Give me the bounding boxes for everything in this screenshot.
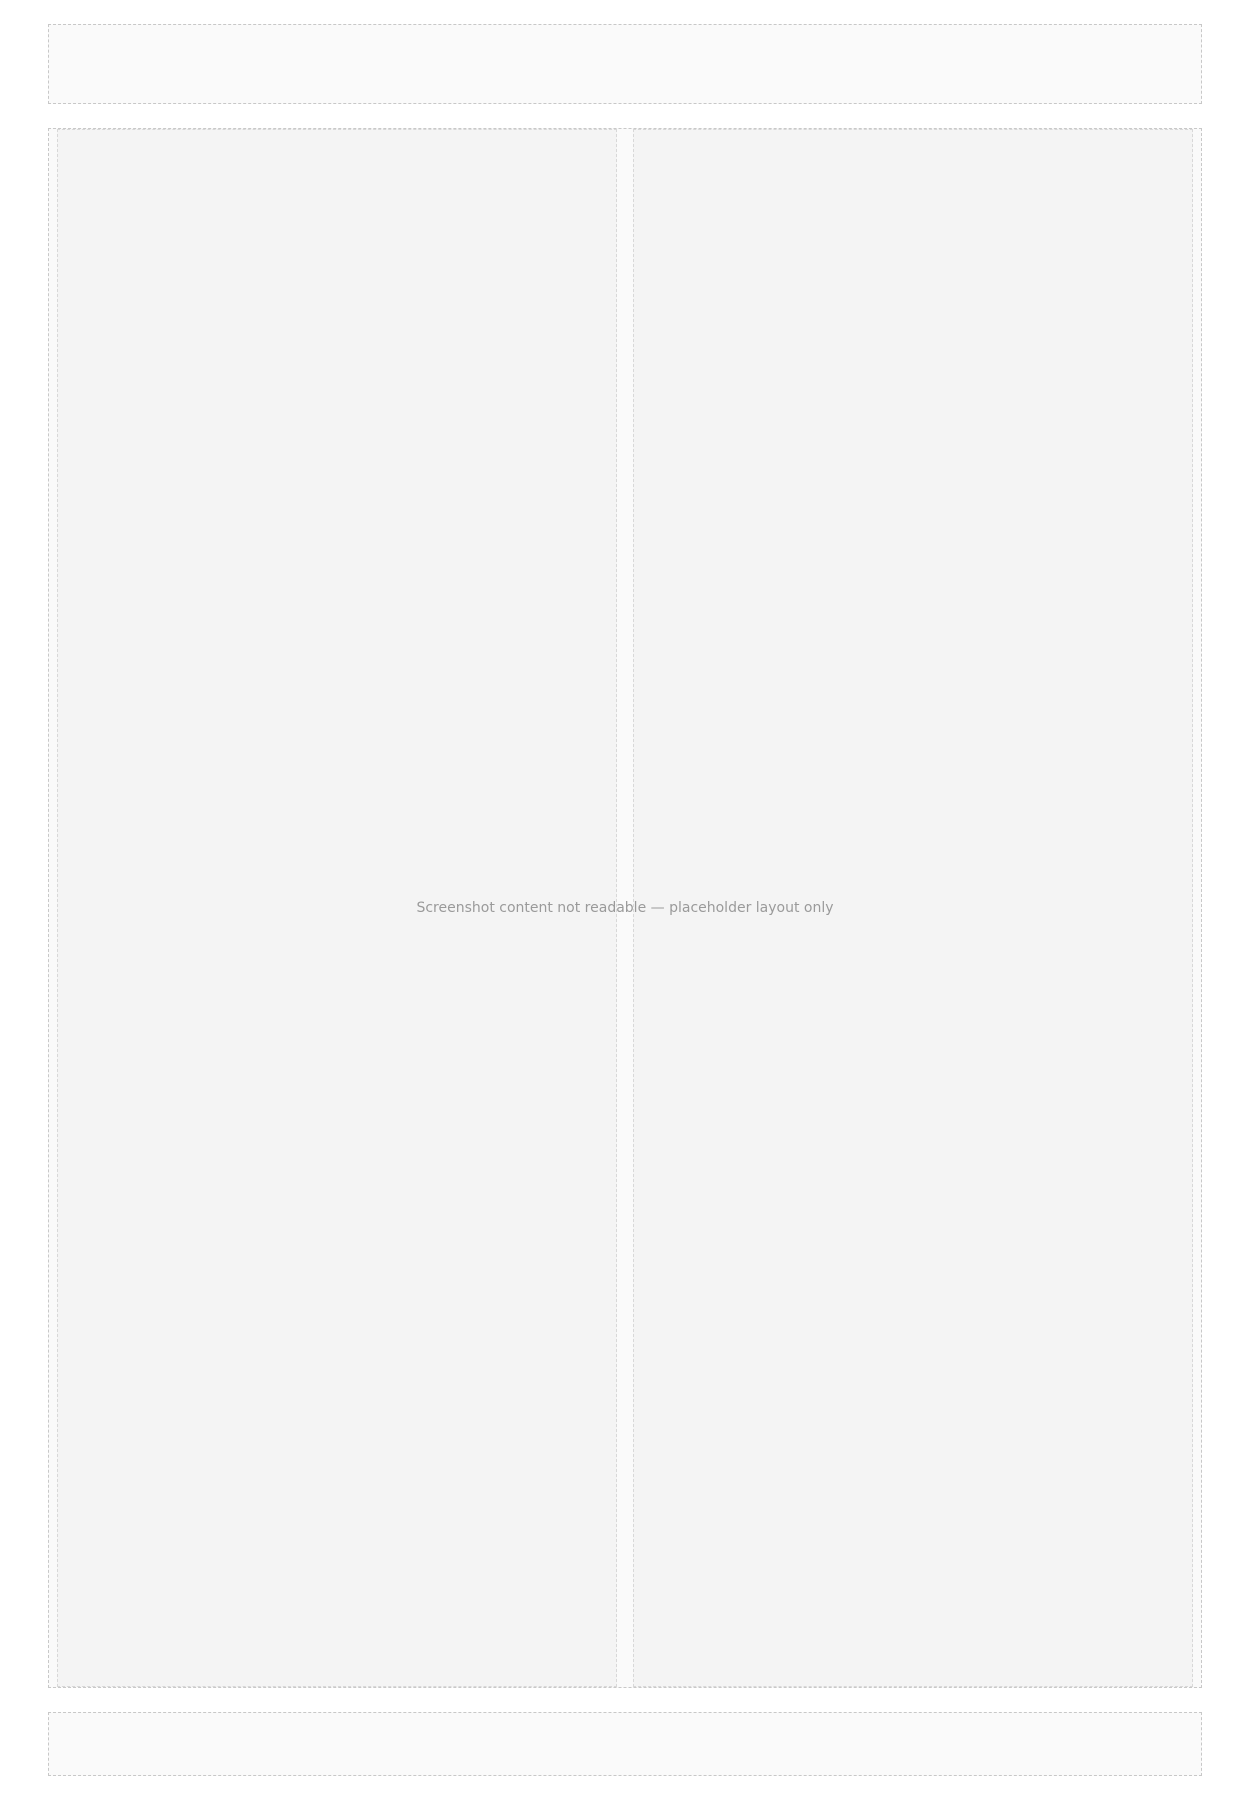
footer-region <box>48 1712 1202 1776</box>
placeholder-note: Screenshot content not readable — placeholder layout only <box>416 900 834 916</box>
body-region <box>48 128 1202 1688</box>
header-region <box>48 24 1202 104</box>
